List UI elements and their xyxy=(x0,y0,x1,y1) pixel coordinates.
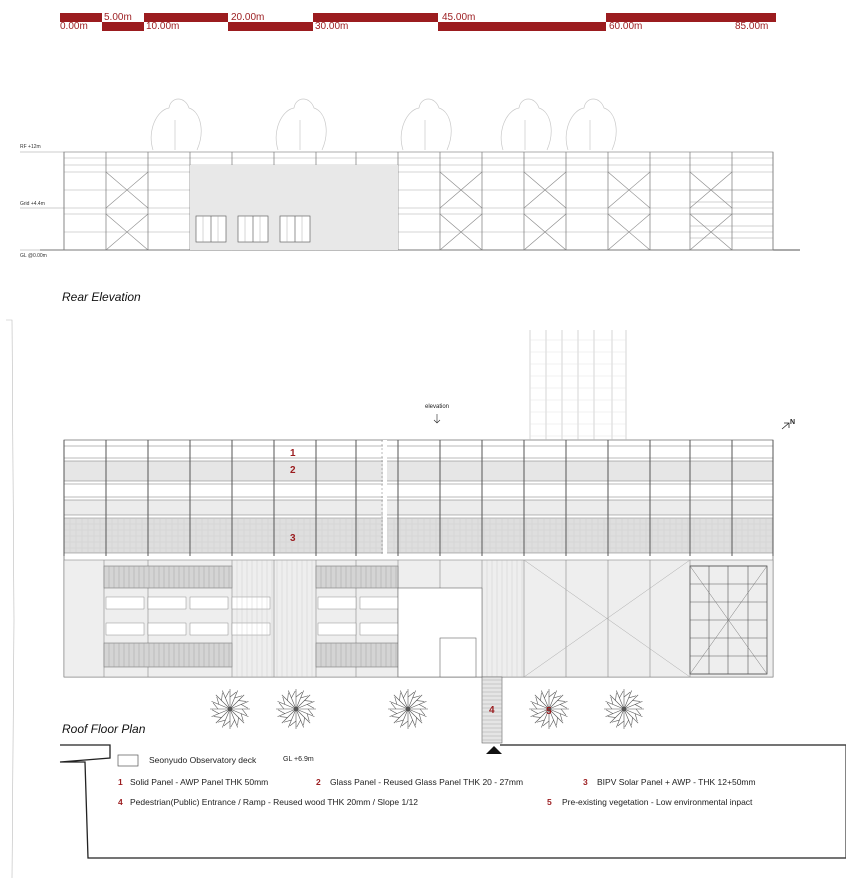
elevation-trees xyxy=(151,99,616,150)
scale-label: 60.00m xyxy=(609,21,643,32)
marker-3: 3 xyxy=(290,533,296,544)
legend-item-4-num: 4 xyxy=(118,797,123,807)
scale-label: 30.00m xyxy=(315,21,349,32)
scale-label: 45.00m xyxy=(442,12,476,23)
legend-item-2-text: Glass Panel - Reused Glass Panel THK 20 - 27mm xyxy=(330,777,524,787)
marker-2: 2 xyxy=(290,465,296,476)
north-label: N xyxy=(790,419,796,426)
legend-item-3-num: 3 xyxy=(583,777,588,787)
legend-item-1-text: Solid Panel - AWP Panel THK 50mm xyxy=(130,777,269,787)
scale-label: 10.00m xyxy=(146,21,180,32)
marker-1: 1 xyxy=(290,448,296,459)
legend-item-5-num: 5 xyxy=(547,797,552,807)
legend-item-3-text: BIPV Solar Panel + AWP - THK 12+50mm xyxy=(597,777,756,787)
legend-item-2-num: 2 xyxy=(316,777,321,787)
legend-deck-label: Seonyudo Observatory deck xyxy=(149,755,257,765)
north-arrow-icon xyxy=(782,423,789,429)
level-label-roof: RF +12m xyxy=(20,144,41,150)
plan-trees xyxy=(210,689,644,729)
marker-5: 5 xyxy=(546,706,552,717)
legend-deck-level: GL +6.9m xyxy=(283,756,314,763)
level-label-grid: Grid +4.4m xyxy=(20,201,45,207)
scale-label: 0.00m xyxy=(60,21,88,32)
entrance-arrow-icon xyxy=(486,746,502,754)
marker-4: 4 xyxy=(489,705,495,716)
legend-item-1-num: 1 xyxy=(118,777,123,787)
roof-floor-plan-caption: Roof Floor Plan xyxy=(62,722,146,736)
rear-elevation-caption: Rear Elevation xyxy=(62,290,141,304)
legend-item-5-text: Pre-existing vegetation - Low environmental inpact xyxy=(562,797,753,807)
roof-floor-plan-drawing xyxy=(64,330,773,743)
scale-label: 85.00m xyxy=(735,21,769,32)
elevation-arrow-icon xyxy=(434,414,440,423)
legend-item-4-text: Pedestrian(Public) Entrance / Ramp - Reused wood THK 20mm / Slope 1/12 xyxy=(130,797,419,807)
scale-label: 20.00m xyxy=(231,12,265,23)
elevation-marker-label: elevation xyxy=(425,404,450,410)
deck-swatch xyxy=(118,755,138,766)
rear-elevation-drawing xyxy=(20,152,800,250)
level-label-ground: GL @0.00m xyxy=(20,253,47,259)
scale-label: 5.00m xyxy=(104,12,132,23)
